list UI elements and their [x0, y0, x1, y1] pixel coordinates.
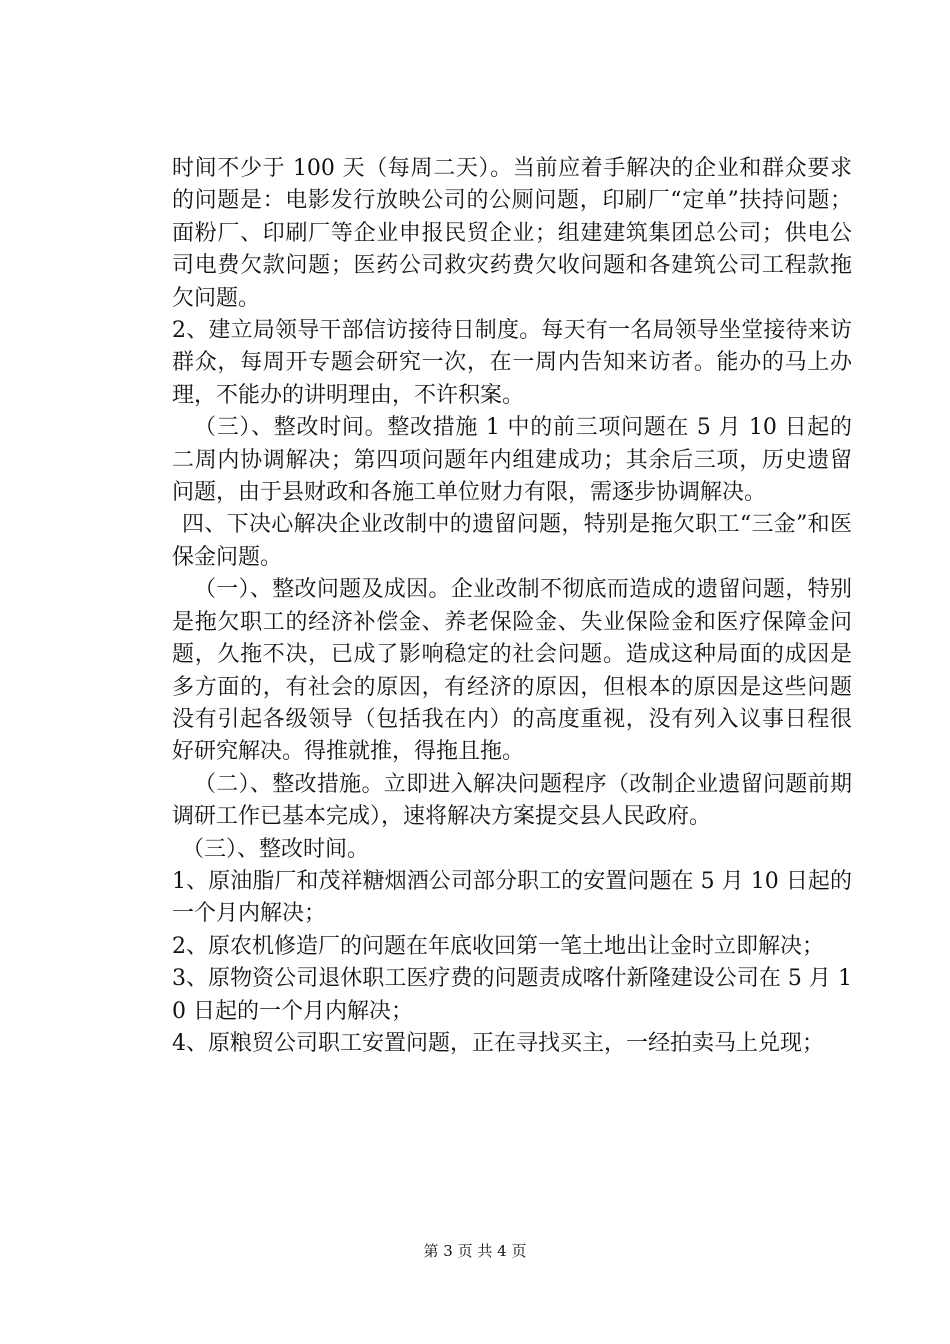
page-footer: 第 3 页 共 4 页: [423, 1242, 527, 1260]
paragraph-2: 2、建立局领导干部信访接待日制度。每天有一名局领导坐堂接待来访群众，每周开专题会研究一次，在一周内告知来访者。能办的马上办理，不能办的讲明理由，不许积案。: [172, 318, 852, 408]
document-body: [172, 153, 852, 1060]
paragraph-10: 3、原物资公司退休职工医疗费的问题责成喀什新隆建设公司在 5 月 10 日起的一个月内解决；: [172, 966, 852, 1024]
paragraph-6: （二）、整改措施。立即进入解决问题程序（改制企业遗留问题前期调研工作已基本完成），速将解决方案提交县人民政府。: [172, 771, 852, 830]
paragraph-4: 四、下决心解决企业改制中的遗留问题，特别是拖欠职工“三金”和医保金问题。: [172, 512, 852, 570]
paragraph-8: 1、原油脂厂和茂祥糖烟酒公司部分职工的安置问题在 5 月 10 日起的一个月内解决；: [172, 868, 852, 927]
paragraph-3: （三）、整改时间。整改措施 1 中的前三项问题在 5 月 10 日起的二周内协调解决；第四项问题年内组建成功；其余后三项，历史遗留问题，由于县财政和各施工单位财力有限，需逐步协调解决。: [172, 415, 852, 506]
paragraph-5: （一）、整改问题及成因。企业改制不彻底而造成的遗留问题，特别是拖欠职工的经济补偿金、养老保险金、失业保险金和医疗保障金问题，久拖不决，已成了影响稳定的社会问题。造成这种局面的成因是多方面的，有社会的原因，有经济的原因，但根本的原因是这些问题没有引起各级领导（包括我在内）的高度重视，没有列入议事日程很好研究解决。得推就推，得拖且拖。: [172, 577, 852, 765]
paragraph-9: 2、原农机修造厂的问题在年底收回第一笔土地出让金时立即解决；: [172, 933, 824, 959]
paragraph-7: （三）、整改时间。: [182, 836, 370, 862]
paragraph-1: 时间不少于 100 天（每周二天）。当前应着手解决的企业和群众要求的问题是：电影发行放映公司的公厕问题，印刷厂“定单”扶持问题；面粉厂、印刷厂等企业申报民贸企业；组建建筑集团总公司；供电公司电费欠款问题；医药公司救灾药费欠收问题和各建筑公司工程款拖欠问题。: [172, 156, 852, 311]
paragraph-11: 4、原粮贸公司职工安置问题，正在寻找买主，一经拍卖马上兑现；: [172, 1030, 824, 1056]
